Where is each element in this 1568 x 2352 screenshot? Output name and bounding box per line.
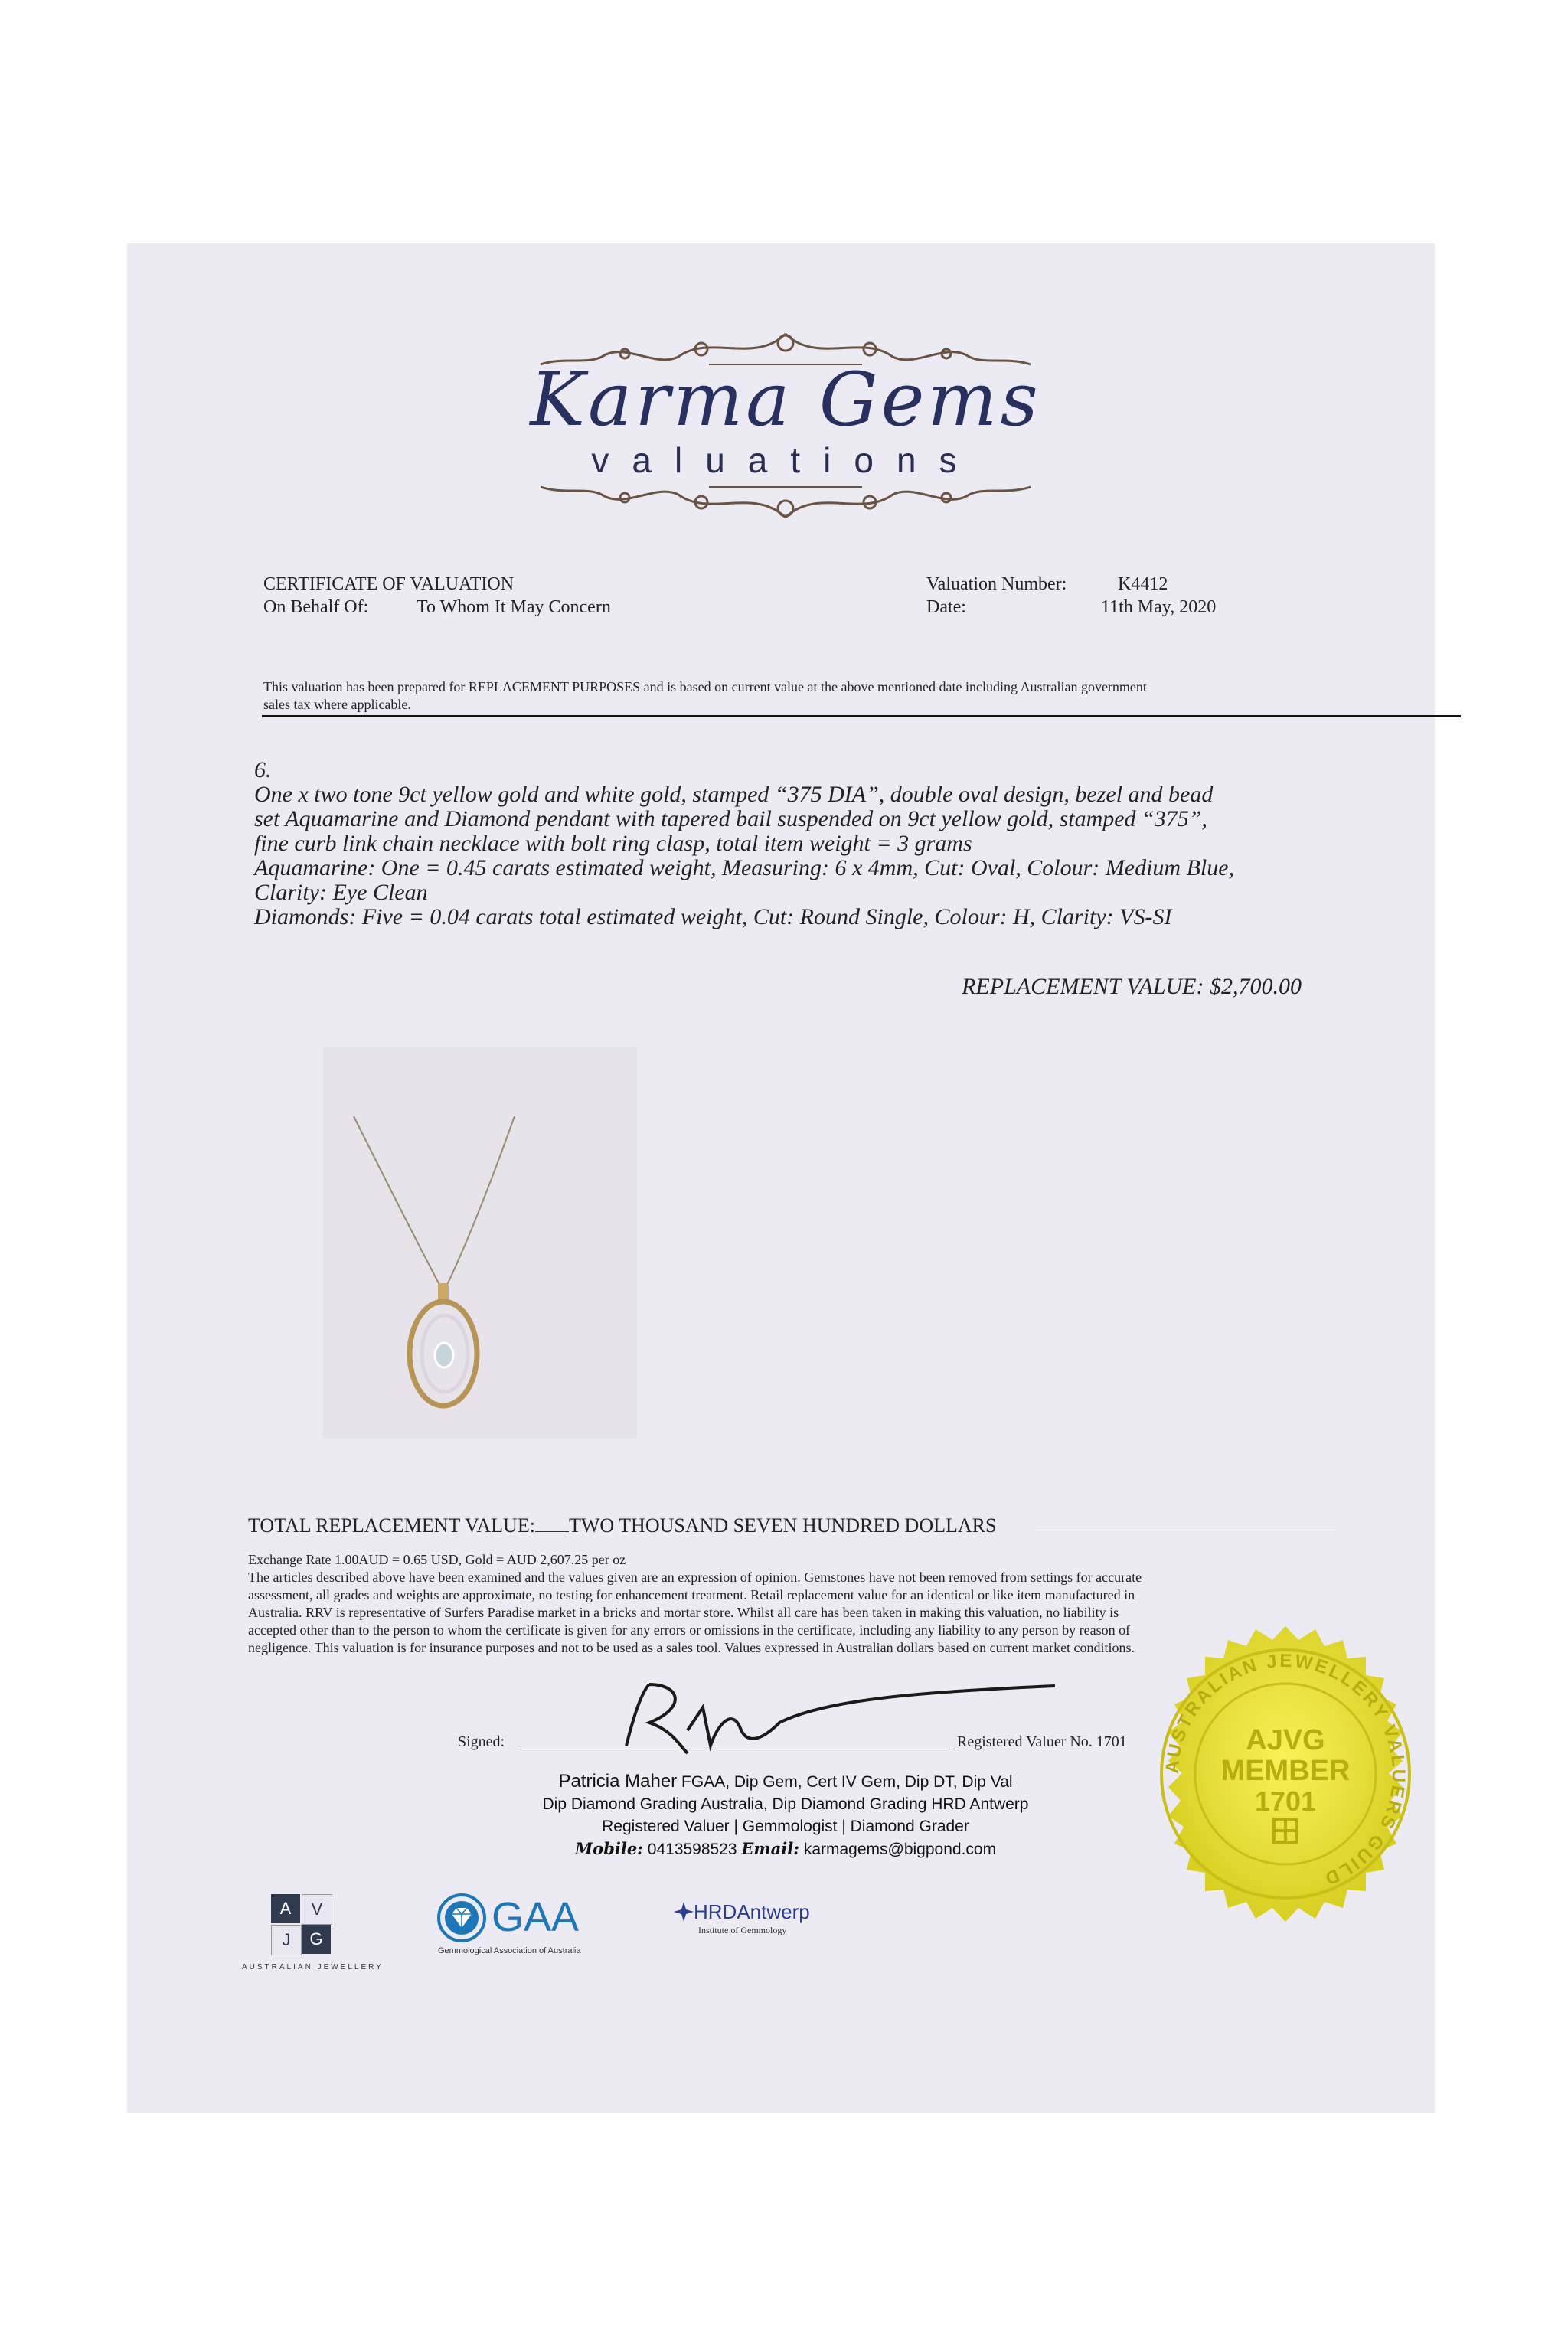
email-label: Email: [741, 1839, 799, 1858]
purpose-line: sales tax where applicable. [263, 697, 411, 712]
pendant-necklace-icon [323, 1047, 637, 1438]
item-number: 6. [254, 757, 272, 782]
pendant-photo [323, 1047, 637, 1438]
mobile-value: 0413598523 [647, 1841, 737, 1858]
brand-name-subtitle: valuations [591, 440, 980, 480]
replacement-value: REPLACEMENT VALUE: $2,700.00 [962, 974, 1302, 999]
item-desc-line: One x two tone 9ct yellow gold and white gold, stamped “375 DIA”, double oval design, bezel and bead [254, 782, 1214, 807]
registered-valuer-number: Registered Valuer No. 1701 [957, 1733, 1127, 1750]
seal-line2: MEMBER [1220, 1755, 1351, 1787]
email-value: karmagems@bigpond.com [803, 1841, 997, 1858]
brand-name-script: Karma Gems [530, 357, 1041, 443]
ajvg-seal [1135, 1623, 1436, 1925]
aquamarine-clarity-line: Clarity: Eye Clean [254, 880, 428, 905]
mobile-label: Mobile: [574, 1839, 643, 1858]
hrd-star-icon [672, 1900, 695, 1923]
disclaimer-line: assessment, all grades and weights are approximate, no testing for enhancement treatment. Retail replacement value for an identical or like item manufactured in [248, 1587, 1135, 1602]
total-replacement [248, 1514, 996, 1537]
avjg-letter: J [271, 1925, 302, 1955]
valuer-diplomas: Dip Diamond Grading Australia, Dip Diamond Grading HRD Antwerp [542, 1795, 1029, 1813]
avjg-logo [242, 1894, 384, 1978]
avjg-letter: G [302, 1925, 331, 1954]
avjg-letter: A [271, 1894, 300, 1923]
disclaimer-line: Australia. RRV is representative of Surfers Paradise market in a bricks and mortar store. Whilst all care has been taken in making this valuation, no liability is [248, 1605, 1119, 1620]
disclaimer-line: The articles described above have been examined and the values given are an expression of opinion. Gemstones have not been removed from settings for accurate [248, 1570, 1142, 1585]
gaa-logo [436, 1893, 635, 1954]
aquamarine-line: Aquamarine: One = 0.45 carats estimated weight, Measuring: 6 x 4mm, Cut: Oval, Colour: Medium Blue, [254, 855, 1235, 880]
purpose-line: This valuation has been prepared for REPLACEMENT PURPOSES and is based on current value at the above mentioned date including Australian government [263, 679, 1147, 694]
valuer-name: Patricia Maher [558, 1771, 678, 1792]
total-value: TWO THOUSAND SEVEN HUNDRED DOLLARS [568, 1514, 997, 1537]
certificate-title: CERTIFICATE OF VALUATION [263, 574, 514, 594]
date-value: 11th May, 2020 [1101, 597, 1217, 617]
gaa-caption: Gemmological Association of Australia [438, 1946, 581, 1955]
hrd-caption: Institute of Gemmology [698, 1925, 787, 1936]
disclaimer-line: negligence. This valuation is for insurance purposes and not to be used as a sales tool. Values expressed in Australian dollars based on current market conditions. [248, 1640, 1135, 1655]
behalf-value: To Whom It May Concern [416, 597, 611, 617]
disclaimer-line: accepted other than to the person to whom the certificate is given for any errors or omissions in the certificate, including any liability to any person by reason of [248, 1622, 1131, 1638]
item-desc-line: fine curb link chain necklace with bolt ring clasp, total item weight = 3 grams [254, 831, 972, 856]
date-label: Date: [926, 597, 966, 617]
avjg-letter: V [302, 1894, 332, 1925]
hrd-name: HRDAntwerp [694, 1900, 810, 1923]
brand-logo [495, 326, 1076, 525]
diamonds-line: Diamonds: Five = 0.04 carats total estimated weight, Cut: Round Single, Colour: H, Clarity: VS-SI [254, 904, 1172, 929]
gaa-diamond-icon [436, 1893, 487, 1943]
behalf-label: On Behalf Of: [263, 597, 369, 617]
total-label: TOTAL REPLACEMENT VALUE: [248, 1514, 535, 1537]
valuer-details [403, 1770, 1168, 1860]
item-desc-line: set Aquamarine and Diamond pendant with tapered bail suspended on 9ct yellow gold, stamped “375”, [254, 806, 1207, 831]
valuation-number-label: Valuation Number: [926, 574, 1067, 594]
valuation-number-value: K4412 [1118, 574, 1168, 594]
seal-icon [1135, 1623, 1436, 1925]
valuer-roles: Registered Valuer | Gemmologist | Diamond Grader [602, 1818, 969, 1835]
ornament-bottom-icon [525, 479, 1046, 525]
seal-ring-text: AUSTRALIAN JEWELLERY VALUERS GUILD [1161, 1650, 1410, 1890]
gaa-name: GAA [492, 1894, 580, 1940]
seal-line1: AJVG [1246, 1724, 1325, 1756]
certificate-sheet [127, 243, 1435, 2113]
exchange-rate: Exchange Rate 1.00AUD = 0.65 USD, Gold = AUD 2,607.25 per oz [248, 1552, 626, 1567]
hrd-logo [672, 1900, 856, 1946]
purpose-statement [263, 678, 1458, 714]
item-description [254, 758, 1357, 929]
valuer-qualifications: FGAA, Dip Gem, Cert IV Gem, Dip DT, Dip Val [681, 1773, 1013, 1791]
header-divider [262, 715, 1461, 717]
seal-line3: 1701 [1254, 1785, 1317, 1817]
avjg-caption: AUSTRALIAN JEWELLERY [242, 1963, 384, 1971]
signed-label: Signed: [458, 1733, 505, 1750]
